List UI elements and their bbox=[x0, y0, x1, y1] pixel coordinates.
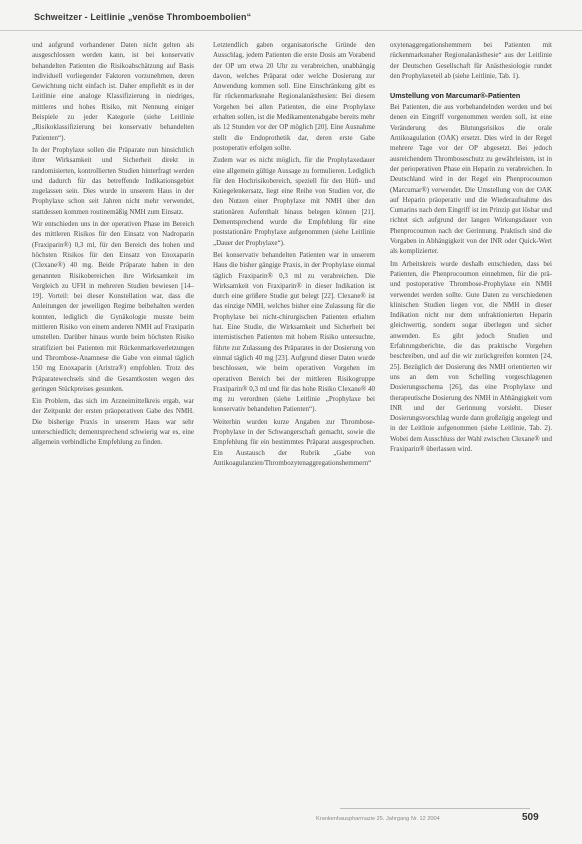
paragraph: Letztendlich gaben organisatorische Gründe den Ausschlag, jedem Patienten die erste Dosis am Vorabend der OP um etwa 20 Uhr zu verabreichen, unabhängig davon, welches Präparat oder welche Dosierung zur Anwendung kommen soll. Eine Einschränkung gibt es für rückenmarksnahe Regionalanästhesien: Bei diesem Vorgehen bei allen Patienten, die eine Prophylaxe erhalten sollen, ist die Medikamentenabgabe bereits mehr als 12 Stunden vor der OP möglich [20]. Eine Ausnahme stellt die Endoprothetik dar, deren erste Gabe postoperativ erfolgen sollte. bbox=[213, 41, 375, 152]
footer-divider bbox=[340, 808, 530, 809]
paragraph: Wir entschieden uns in der operativen Phase im Bereich des mittleren Risikos für den Einsatz von Nadroparin (Fraxiparin®) 0,3 ml, für den Bereich des hohen und höchsten Risikos für den Einsatz von Enoxaparin (Clexane®) 40 mg. Beide Präparate haben in den genannten Risikobereichen ihre Wirksamkeit im Vergleich zu UFH in mehreren Studien bewiesen [14–19]. Vorteil: bei dieser Konstellation war, dass die Anleitungen der jeweiligen Regime beibehalten werden konnten, lediglich die Gynäkologie musste beim mittleren Risiko von einem anderen NMH auf Fraxiparin umstellen. Darüber hinaus wurde beim höchsten Risiko stratifiziert bei Patienten mit Rückenmarksverletzungen und Thrombose-Anamnese die Gabe von einmal täglich 150 mg Enoxaparin (Arixtra®) empfohlen. Trotz des Präparatewechsels sind die Gesamtkosten wegen des geringen Stückpreises gesunken. bbox=[32, 220, 194, 393]
paragraph: Weiterhin wurden kurze Angaben zur Thrombose-Prophylaxe in der Schwangerschaft gemacht, sowie die Empfehlung für ein bestimmtes Präparat ausgesprochen. Ein Austausch der Rubrik „Gabe von Antikoagulanzien/Thrombozytenaggregationshemmern“ bbox=[213, 417, 375, 467]
paragraph: Ein Problem, das sich im Arzneimittelkreis ergab, war der Zeitpunkt der ersten präoperativen Gabe des NMH. Die bisherige Praxis in unserem Haus war sehr unterschiedlich; dementsprechend schwierig war es, eine allgemein verbindliche Empfehlung zu finden. bbox=[32, 397, 194, 447]
running-header bbox=[0, 0, 582, 31]
paragraph: Bei konservativ behandelten Patienten war in unserem Haus die bisher gängige Praxis, in der Prophylaxe einmal täglich Fraxiparin® 0,3 ml zu verabreichen. Die Wirksamkeit von Fraxiparin® in dieser Indikation ist durch eine größere Studie gut belegt [22]. Clexane® ist das einzige NMH, welches bisher eine Zulassung für die Prophylaxe bei nicht-chirurgischen Patienten erhalten hat. Eine Studie, die Wirksamkeit und Sicherheit bei internistischen Patienten mit hohem Risiko untersuchte, führte zur Zulassung des Präparates in der Dosierung von einmal täglich 40 mg [23]. Aufgrund dieser Daten wurde beschlossen, wie beim operativen Vorgehen im operativen Bereich bei der mittleren Risikogruppe Fraxiparin® 0,3 ml und für das hohe Risiko Clexane® 40 mg zu verordnen (siehe Leitlinie „Prophylaxe bei konservativ behandelten Patienten“). bbox=[213, 250, 375, 414]
page-number: 509 bbox=[522, 812, 539, 823]
paragraph: Im Arbeitskreis wurde deshalb entschieden, dass bei Patienten, die Phenprocoumon einnehmen, für die prä- und postoperative Thrombose-Prophylaxe ein NMH verwendet werden sollte. Gute Daten zu verschiedenen klinischen Studien liegen vor, die NMH in dieser Indikation nicht nur dem unfraktionierten Heparin gleichwertig, sondern sogar überlegen und sicher anwenden. Es gibt jedoch Studien und Erfahrungsberichte, die das praktische Vorgehen beschreiben, und auf die wir zurückgreifen konnten [24, 25]. Bezüglich der Dosierung des NMH orientierten wir uns an dem von Schelling vorgeschlagenen Dosierungsschema [26], das eine Prophylaxe und therapeutische Dosierung des NMH in Abhängigkeit vom INR und der Gerinnung vorsieht. Dieser Dosierungsvorschlag wurde dann großzügig angelegt und in der Leitlinie aufgenommen (siehe Leitlinie, Tab. 2). Wobei dem Ausschluss der Wahl zwischen Clexane® und Fraxiparin® überlassen wird. bbox=[390, 259, 552, 453]
paragraph: und aufgrund vorhandener Daten nicht gelten als ausgeschlossen werden kann, ist bei konservativ behandelten Patienten die Risikoabschätzung auf Basis individuell vorliegender Faktoren vorzunehmen, deren Gewichtung nicht einfach ist. Daher empfiehlt es in der Leitlinie eine analoge Klassifizierung in niedriges, mittleres und hohes Risiko, mit Nennung einiger Beispiele zu jeder Kategorie (siehe Leitlinie „Risikoklassifizierung bei konservativ behandelten Patienten“). bbox=[32, 41, 194, 142]
text-column-3 bbox=[390, 40, 552, 800]
text-column-2 bbox=[213, 40, 375, 800]
section-heading: Umstellung von Marcumar®-Patienten bbox=[390, 91, 521, 101]
paragraph: Zudem war es nicht möglich, für die Prophylaxedauer eine allgemein gültige Aussage zu formulieren. Lediglich für den Hochrisikobereich, speziell für den Hüft- und Kniegelenkersatz, liegt eine Reihe von Studien vor, die den Nutzen einer Prophylaxe mit NMH über den stationären Aufenthalt hinaus belegen können [21]. Dementsprechend wurde die Empfehlung für eine poststationäre Prophylaxe aufgenommen (siehe Leitlinie „Dauer der Prophylaxe“). bbox=[213, 156, 375, 247]
paragraph: oxytenaggregationshemmern bei Patienten mit rückenmarksnaher Regionalanästhesie“ aus der Leitlinie der Deutschen Gesellschaft für Anästhesiologie rundet den Prophylaxeteil ab (siehe Leitlinie, Tab. 1). bbox=[390, 41, 552, 80]
paragraph: In der Prophylaxe sollen die Präparate nun hinsichtlich ihrer Wirksamkeit und Sicherheit direkt in randomisierten, kontrollierten Studien hinterfragt werden und dadurch für das betreffende Indikationsgebiet zugelassen sein. Dies wurde in unserem Haus in der Prophylaxe schon seit Jahren nicht mehr verwendet, stattdessen kommen routinemäßig NMH zum Einsatz. bbox=[32, 145, 194, 216]
text-column-1 bbox=[32, 40, 194, 800]
page-footer bbox=[0, 808, 582, 844]
running-header-title: Schweitzer - Leitlinie „venöse Thromboembolien“ bbox=[34, 12, 252, 22]
journal-citation: Krankenhauspharmazie 25. Jahrgang Nr. 12 2004 bbox=[316, 816, 440, 822]
paragraph: Bei Patienten, die aus vorbehandelnden werden und bei denen ein Eingriff vorgenommen werden soll, ist eine Veränderung des Blutungsrisikos die orale Antikoagulation (OAK) ersetzt. Dies wird in der Regel mehrere Tage vor der OP abgesetzt. Bei jedoch ausreichendem Thromboseschutz zu gewährleisten, ist in der perioperativen Phase ein Heparin zu verabreichen. In Deutschland wird in der Regel ein Phenprocoumon (Marcumar®) verwendet. Die Umstellung von der OAK auf Heparin präoperativ und die Wiederaufnahme des Cumarins nach dem Eingriff ist im Prinzip gut lösbar und richtet sich aufgrund der langen Wirkungsdauer von Phenprocoumon nach der Gerinnung. Praktisch sind die Vorgaben in Abhängigkeit von der INR oder Quick-Wert als komplizierter. bbox=[390, 103, 552, 256]
article-body bbox=[32, 40, 562, 800]
